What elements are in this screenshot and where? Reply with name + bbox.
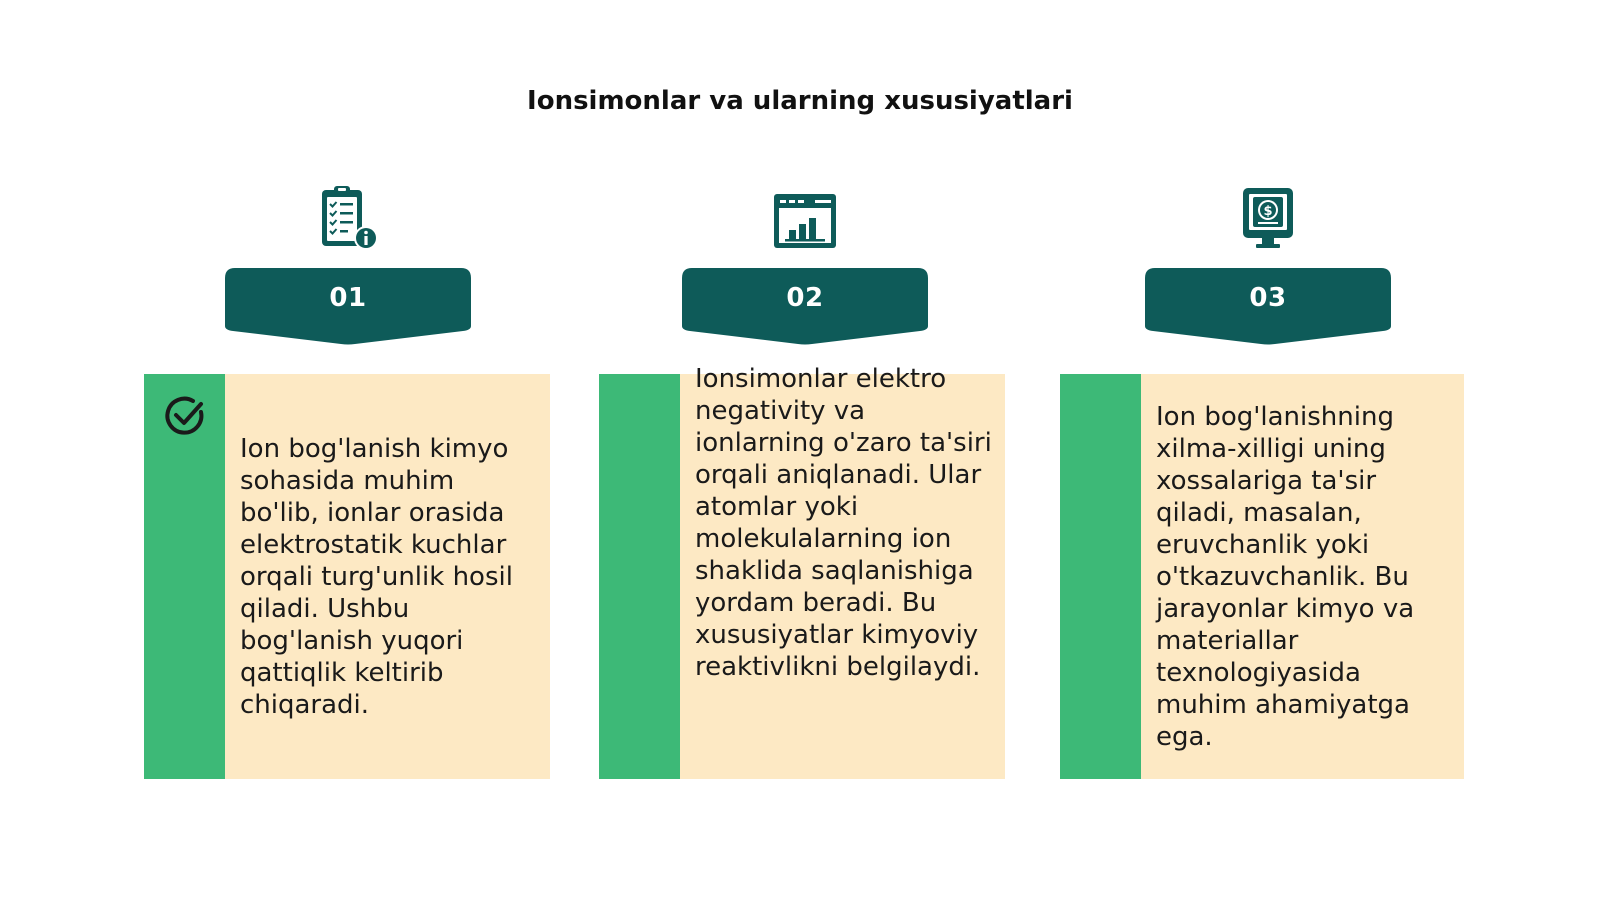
step-badge-2	[682, 268, 928, 348]
step-number: 02	[786, 283, 824, 313]
step-card-2	[599, 364, 1005, 779]
step-description: Ion bog'lanishning xilma-xilligi uning xossalariga ta'sir qiladi, masalan, eruvchanlik yoki o'tkazuvchanlik. Bu jarayonlar kimyo va materiallar texnologiyasida muhim ahamiyatga ega.	[1156, 401, 1415, 752]
step-column-3	[1038, 0, 1498, 900]
step-column-2	[575, 0, 1035, 900]
card-accent-bar	[599, 374, 680, 779]
check-circle-icon	[163, 394, 207, 438]
card-accent-bar	[144, 374, 225, 779]
step-badge-1	[225, 268, 471, 348]
monitor-dollar-icon	[1232, 182, 1304, 254]
step-column-1	[118, 0, 578, 900]
step-description: Ion bog'lanish kimyo sohasida muhim bo'lib, ionlar orasida elektrostatik kuchlar orqali turg'unlik hosil qiladi. Ushbu bog'lanish yuqori qattiqlik keltirib chiqaradi.	[240, 433, 513, 720]
step-card-1	[144, 374, 550, 779]
browser-bar-chart-icon	[769, 182, 841, 254]
step-badge-3	[1145, 268, 1391, 348]
step-number: 03	[1249, 283, 1287, 313]
clipboard-checklist-info-icon	[312, 182, 384, 254]
step-card-3	[1060, 374, 1464, 779]
step-description: Ionsimonlar elektro negativity va ionlarning o'zaro ta'siri orqali aniqlanadi. Ular atomlar yoki molekulalarning ion shaklida saqlanishiga yordam beradi. Bu xususiyatlar kimyoviy reaktivlikni belgilaydi.	[695, 364, 992, 682]
step-number: 01	[329, 283, 367, 313]
card-accent-bar	[1060, 374, 1141, 779]
svg-text:$: $	[1263, 204, 1273, 219]
page-title: Ionsimonlar va ularning xususiyatlari	[527, 86, 1073, 116]
